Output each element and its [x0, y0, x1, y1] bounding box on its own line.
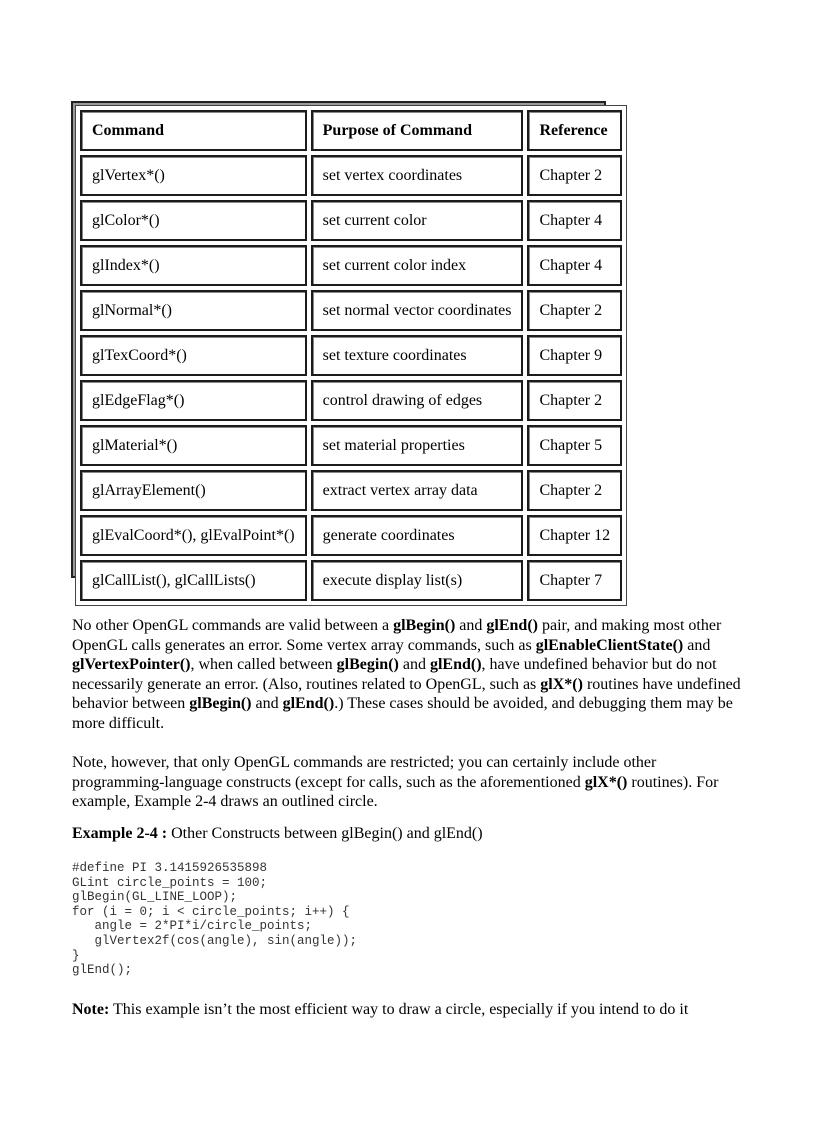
code-line: glEnd(); [72, 963, 133, 978]
example-label: Example 2-4 : [72, 825, 168, 842]
cell-purpose: extract vertex array data [311, 470, 524, 511]
cell-reference: Chapter 9 [527, 335, 622, 376]
code-line: angle = 2*PI*i/circle_points; [72, 919, 313, 934]
cell-reference: Chapter 2 [527, 290, 622, 331]
cell-reference: Chapter 4 [527, 245, 622, 286]
code-line: GLint circle_points = 100; [72, 875, 268, 890]
code-line: #define PI 3.1415926535898 [72, 861, 268, 875]
cell-command: glColor*() [80, 200, 307, 241]
table-row [80, 155, 622, 196]
cell-command: glEdgeFlag*() [80, 380, 307, 421]
paragraph-valid-commands: No other OpenGL commands are valid between a glBegin() and glEnd() pair, and making most other OpenGL calls generates an error. Some vertex array commands, such as glEnableClientState() and glVertexPointer(), when called between glBegin() and glEnd(), have undefined behavior but do not necessarily generate an error. (Also, routines related to OpenGL, such as glX*() routines have undefined behavior between glBegin() and glEnd().) These cases should be avoided, and debugging them may be more difficult. [72, 617, 741, 732]
cell-reference: Chapter 4 [527, 200, 622, 241]
cell-command: glVertex*() [80, 155, 307, 196]
table-row [80, 515, 622, 556]
command-table-frame [71, 101, 611, 589]
cell-reference: Chapter 2 [527, 470, 622, 511]
code-line: for (i = 0; i < circle_points; i++) { [72, 904, 350, 919]
header-purpose: Purpose of Command [311, 110, 524, 151]
cell-command: glMaterial*() [80, 425, 307, 466]
example-caption: Example 2-4 : Other Constructs between glBegin() and glEnd() [72, 825, 483, 842]
cell-reference: Chapter 2 [527, 380, 622, 421]
cell-purpose: set material properties [311, 425, 524, 466]
header-reference: Reference [527, 110, 622, 151]
cell-reference: Chapter 2 [527, 155, 622, 196]
paragraph-restrictions: Note, however, that only OpenGL commands are restricted; you can certainly include other programming-language constructs (except for calls, such as the aforementioned glX*() routines). For example, Example 2-4 draws an outlined circle. [72, 754, 719, 810]
note-paragraph: Note: This example isn’t the most efficient way to draw a circle, especially if you intend to do it [72, 1001, 689, 1018]
cell-command: glNormal*() [80, 290, 307, 331]
cell-purpose: set current color [311, 200, 524, 241]
cell-purpose: set normal vector coordinates [311, 290, 524, 331]
code-block [72, 861, 357, 978]
cell-purpose: control drawing of edges [311, 380, 524, 421]
command-table [75, 105, 627, 606]
code-line: glBegin(GL_LINE_LOOP); [72, 890, 238, 905]
table-row [80, 470, 622, 511]
cell-command: glTexCoord*() [80, 335, 307, 376]
cell-command: glCallList(), glCallLists() [80, 560, 307, 601]
cell-reference: Chapter 7 [527, 560, 622, 601]
cell-command: glIndex*() [80, 245, 307, 286]
note-label: Note: [72, 1001, 110, 1018]
table-row [80, 290, 622, 331]
cell-purpose: set vertex coordinates [311, 155, 524, 196]
cell-purpose: generate coordinates [311, 515, 524, 556]
cell-reference: Chapter 12 [527, 515, 622, 556]
header-command: Command [80, 110, 307, 151]
table-row [80, 560, 622, 601]
cell-purpose: set current color index [311, 245, 524, 286]
table-row [80, 380, 622, 421]
code-line: glVertex2f(cos(angle), sin(angle)); [72, 933, 358, 948]
cell-reference: Chapter 5 [527, 425, 622, 466]
cell-purpose: execute display list(s) [311, 560, 524, 601]
cell-command: glArrayElement() [80, 470, 307, 511]
table-row [80, 200, 622, 241]
cell-command: glEvalCoord*(), glEvalPoint*() [80, 515, 307, 556]
code-line: } [72, 948, 80, 963]
table-row [80, 245, 622, 286]
table-row [80, 335, 622, 376]
cell-purpose: set texture coordinates [311, 335, 524, 376]
table-header-row [80, 110, 622, 151]
table-row [80, 425, 622, 466]
